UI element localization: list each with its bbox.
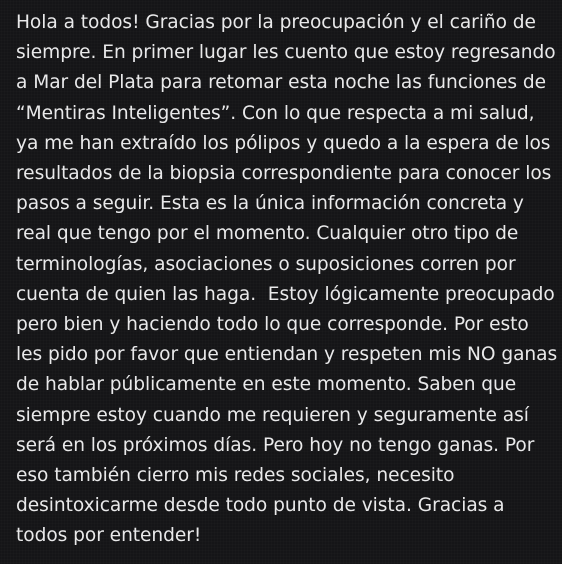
note-line: pero bien y haciendo todo lo que corresponde. Por esto [16,314,529,336]
note-line: siempre. En primer lugar les cuento que estoy regresando [16,42,556,64]
note-line: pasos a seguir. Esta es la única información concreta y [16,193,524,215]
note-line: eso también cierro mis redes sociales, necesito [16,465,455,487]
note-line: cuenta de quien las haga. Estoy lógicamente preocupado [16,283,555,305]
note-line: terminologías, asociaciones o suposiciones corren por [16,253,516,275]
note-line: siempre estoy cuando me requieren y seguramente así [16,404,529,426]
note-line: ya me han extraído los pólipos y quedo a la espera de los [16,132,551,154]
note-line: les pido por favor que entiendan y respeten mis NO ganas [16,344,558,366]
note-line: desintoxicarme desde todo punto de vista. Gracias a [16,495,505,517]
note-line: resultados de la biopsia correspondiente para conocer los [16,163,552,185]
note-line: real que tengo por el momento. Cualquier otro tipo de [16,223,519,245]
note-text [16,8,556,552]
note-line: de hablar públicamente en este momento. Saben que [16,374,517,396]
note-line: Hola a todos! Gracias por la preocupación y el cariño de [16,12,536,33]
note-line: a Mar del Plata para retomar esta noche las funciones de [16,72,547,94]
note-line: todos por entender! [16,525,202,547]
note-line: será en los próximos días. Pero hoy no tengo ganas. Por [16,434,535,456]
note-line: “Mentiras Inteligentes”. Con lo que respecta a mi salud, [16,102,535,124]
